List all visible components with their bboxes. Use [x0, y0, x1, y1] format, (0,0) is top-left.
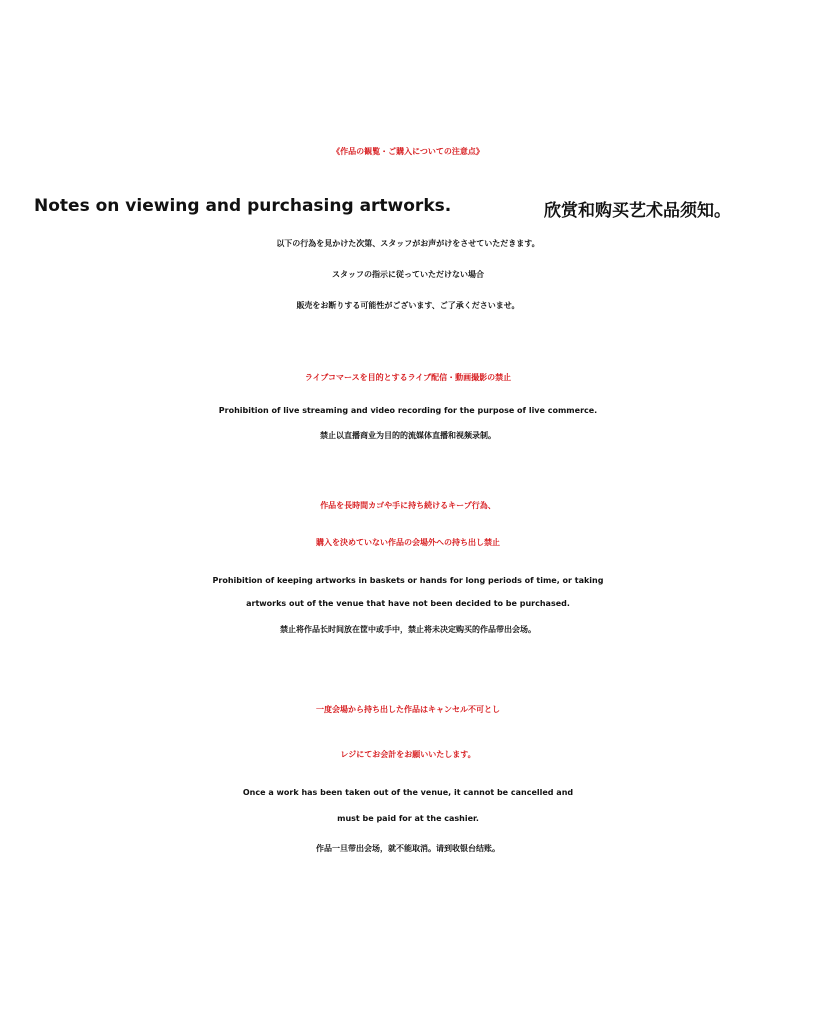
- rule-2-english-line-1: Prohibition of keeping artworks in baskets or hands for long periods of time, or taking: [212, 576, 604, 585]
- rule-1-chinese: 禁止以直播商业为目的的流媒体直播和视频录制。: [320, 431, 496, 440]
- rule-1-english: Prohibition of live streaming and video recording for the purpose of live commerce.: [218, 406, 598, 415]
- rule-3-chinese: 作品一旦带出会场，就不能取消。请到收银台结账。: [316, 844, 500, 853]
- rule-1-heading: ライブコマースを目的とするライブ配信・動画撮影の禁止: [304, 373, 512, 382]
- rule-2-english-line-2: artworks out of the venue that have not been decided to be purchased.: [246, 599, 570, 608]
- notice-subtitle-en: Notes on viewing and purchasing artworks.: [34, 196, 452, 216]
- rule-3-heading-line-2: レジにてお会計をお願いいたします。: [340, 750, 476, 759]
- notice-subtitle-row: [0, 196, 816, 222]
- intro-line-2: スタッフの指示に従っていただけない場合: [332, 270, 484, 279]
- rule-2-heading-line-1: 作品を長時間カゴや手に持ち続けるキープ行為、: [320, 501, 496, 510]
- notice-title: 《作品の観覧・ご購入についての注意点》: [332, 147, 484, 156]
- rule-2-heading-line-2: 購入を決めていない作品の会場外への持ち出し禁止: [316, 538, 500, 547]
- rule-3-heading-line-1: 一度会場から持ち出した作品はキャンセル不可とし: [316, 705, 500, 714]
- intro-line-1: 以下の行為を見かけた次第、スタッフがお声がけをさせていただきます。: [276, 239, 540, 248]
- rule-2-chinese: 禁止将作品长时间放在筐中或手中，禁止将未决定购买的作品带出会场。: [280, 625, 536, 634]
- intro-line-3: 販売をお断りする可能性がございます、ご了承くださいませ。: [296, 301, 520, 310]
- rule-3-english-line-2: must be paid for at the cashier.: [337, 814, 479, 823]
- notice-subtitle-zh: 欣赏和购买艺术品须知。: [544, 201, 731, 221]
- rule-3-english-line-1: Once a work has been taken out of the venue, it cannot be cancelled and: [242, 788, 574, 797]
